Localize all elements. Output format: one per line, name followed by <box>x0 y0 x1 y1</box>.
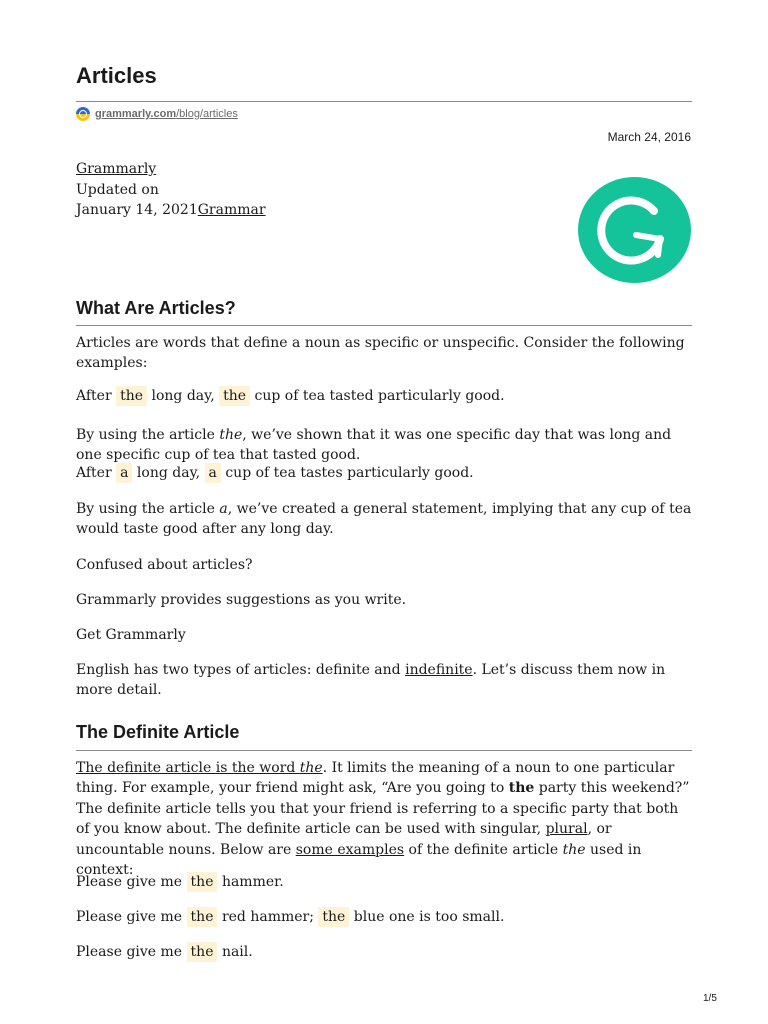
example-sentence: Please give me the red hammer; the blue one is too small. <box>76 909 505 925</box>
source-url-link[interactable] <box>95 108 238 120</box>
confused-text: Confused about articles? <box>76 557 253 573</box>
highlighted-article: the <box>187 942 218 962</box>
example-sentence: After a long day, a cup of tea tastes particularly good. <box>76 465 474 481</box>
types-paragraph: English has two types of articles: definite and indefinite. Let’s discuss them now in more detail. <box>76 662 666 699</box>
highlighted-article: a <box>116 463 132 483</box>
grammarly-logo <box>578 177 691 283</box>
highlighted-article: the <box>219 386 250 406</box>
get-grammarly-text: Get Grammarly <box>76 627 186 643</box>
updated-date: January 14, 2021 <box>76 202 198 218</box>
updated-label: Updated on <box>76 181 159 198</box>
some-examples-link[interactable]: some examples <box>295 841 405 858</box>
explanation-paragraph: By using the article a, we’ve created a general statement, implying that any cup of tea would taste good after any long day. <box>76 501 692 538</box>
section-heading-definite-article: The Definite Article <box>76 722 240 742</box>
highlighted-article: the <box>318 907 349 927</box>
highlighted-article: the <box>116 386 147 406</box>
source-domain: grammarly.com <box>95 108 177 120</box>
section-heading-what-are-articles: What Are Articles? <box>76 298 236 318</box>
plural-link[interactable]: plural <box>545 821 588 838</box>
page-number: 1/5 <box>703 993 717 1004</box>
category-link[interactable]: Grammar <box>197 202 266 218</box>
explanation-paragraph: By using the article the, we’ve shown that it was one specific day that was long and one specific cup of tea that tasted good. <box>76 427 672 464</box>
source-path: /blog/articles <box>176 108 238 120</box>
title-divider <box>76 101 692 102</box>
highlighted-article: a <box>205 463 221 483</box>
example-sentence: After the long day, the cup of tea tasted particularly good. <box>76 388 505 404</box>
intro-paragraph: Articles are words that define a noun as specific or unspecific. Consider the following examples: <box>76 335 685 372</box>
author-block <box>76 159 266 221</box>
section-divider <box>76 750 692 751</box>
highlighted-article: the <box>187 907 218 927</box>
example-sentence: Please give me the nail. <box>76 944 253 960</box>
source-line <box>76 107 238 121</box>
publish-date: March 24, 2016 <box>607 130 691 144</box>
section-divider <box>76 325 692 326</box>
ukraine-flag-icon <box>76 107 90 121</box>
example-sentence: Please give me the hammer. <box>76 874 284 890</box>
indefinite-link[interactable]: indefinite <box>405 662 473 678</box>
definite-article-link[interactable]: The definite article is the word the <box>76 760 323 776</box>
definite-article-paragraph: The definite article is the word the. It limits the meaning of a noun to one particular thing. For example, your friend might ask, “Are you going to the party this weekend?” The definite article tells you that your friend is referring to a specific party that both of you know about. The definite article can be used with singular, plural, or uncountable nouns. Below are some examples of the definite article the used in context: <box>76 760 690 879</box>
suggestions-text: Grammarly provides suggestions as you write. <box>76 592 407 608</box>
author-link[interactable]: Grammarly <box>76 161 157 177</box>
page-title: Articles <box>76 63 157 88</box>
highlighted-article: the <box>187 872 218 892</box>
